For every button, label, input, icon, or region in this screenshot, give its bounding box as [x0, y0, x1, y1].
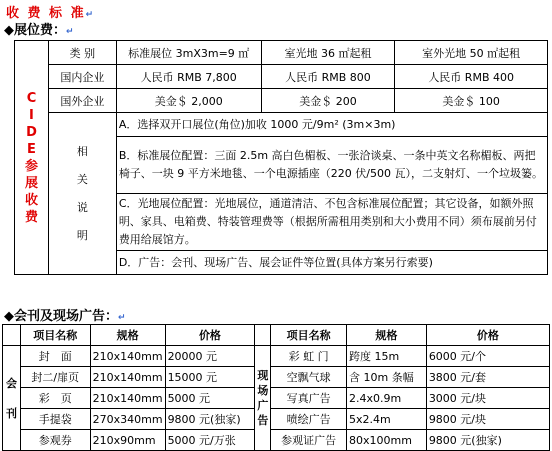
col-indoor-space: 室光地 36 ㎡起租: [261, 41, 395, 65]
catalog-group-label: 会 刊: [3, 346, 21, 451]
col-standard-booth: 标准展位 3mX3m=9 ㎡: [116, 41, 261, 65]
ads-row: 参观券 210x90mm 5000 元/万张 参观证广告 80x100mm 9800 元(独家): [3, 430, 550, 451]
page-title: 收 费 标 准↵: [6, 6, 96, 21]
booth-side-label: C I D E 参 展 收 费: [15, 41, 49, 275]
ads-table: [2, 324, 550, 451]
col-category: 类 别: [48, 41, 116, 65]
booth-row-domestic: 国内企业 人民币 RMB 7,800 人民币 RMB 800 人民币 RMB 400: [15, 65, 548, 89]
ads-row: 封二/扉页 210x140mm 15000 元 空飘气球 含 10m 条幅 3800 元/套: [3, 367, 550, 388]
ads-header-row: 项目名称 规格 价格 项目名称 规格 价格: [3, 325, 550, 346]
ads-row: 彩 页 210x140mm 5000 元 写真广告 2.4x0.9m 3000 元/块: [3, 388, 550, 409]
ads-section-heading: ◆会刊及现场广告：↵: [4, 309, 126, 324]
booth-section-heading: ◆展位费：↵: [4, 23, 74, 38]
note-b: B．标准展位配置：三面 2.5m 高白色楣板、一张洽谈桌、一条中英文名称楣板、两把椅子、一块 9 平方米地毯、一个电源插座（220 伏/500 瓦），二支射灯、一个垃圾篓。: [116, 137, 547, 194]
ads-row: 手提袋 270x340mm 9800 元(独家) 喷绘广告 5x2.4m 9800 元/块: [3, 409, 550, 430]
booth-header-row: [15, 41, 548, 65]
note-row-a: [15, 113, 548, 137]
note-a: A．选择双开口展位(角位)加收 1000 元/9m² (3m×3m): [116, 113, 547, 137]
note-c: C．光地展位配置：光地展位，通道清洁、不包含标准展位配置；其它设备，如额外照明、家具、电箱费、特装管理费等（根据所需租用类别和大小费用不同）须布展前另付费用给展馆方。: [116, 194, 547, 251]
booth-fee-table: [14, 40, 548, 275]
notes-label: 相 关 说 明: [48, 113, 116, 275]
ads-row: 会 刊 封 面 210x140mm 20000 元 现 场 广 告 彩 虹 门 跨度 15m 6000 元/个: [3, 346, 550, 367]
onsite-group-label: 现 场 广 告: [255, 346, 271, 451]
booth-row-foreign: 国外企业 美金＄ 2,000 美金＄ 200 美金＄ 100: [15, 89, 548, 113]
note-d: D．广告：会刊、现场广告、展会证件等位置(具体方案另行索要): [116, 251, 547, 275]
col-outdoor-space: 室外光地 50 ㎡起租: [395, 41, 548, 65]
